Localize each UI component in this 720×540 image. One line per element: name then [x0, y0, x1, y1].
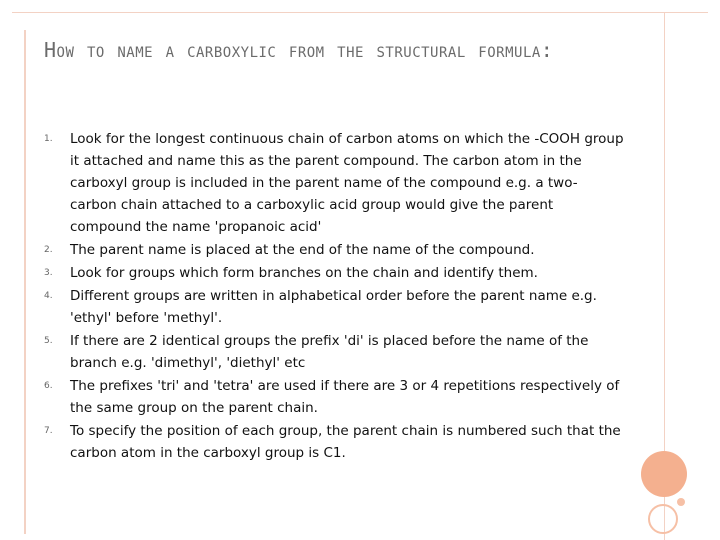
- list-item: [44, 239, 624, 261]
- list-number: 3.: [44, 268, 53, 278]
- list-item: [44, 330, 624, 374]
- list-text: Different groups are written in alphabetical order before the parent name e.g. 'ethyl' before 'methyl'.: [70, 288, 597, 326]
- decorative-circle-filled: [641, 451, 687, 497]
- decorative-circle-outline: [648, 504, 678, 534]
- list-item: [44, 262, 624, 284]
- list-number: 7.: [44, 426, 53, 436]
- list-item: [44, 420, 624, 464]
- list-text: The parent name is placed at the end of the name of the compound.: [70, 242, 535, 258]
- numbered-list: [44, 128, 624, 465]
- decorative-dot: [677, 498, 685, 506]
- list-number: 4.: [44, 291, 53, 301]
- list-item: [44, 285, 624, 329]
- list-number: 6.: [44, 381, 53, 391]
- list-text: To specify the position of each group, the parent chain is numbered such that the carbon atom in the carboxyl group is C1.: [70, 423, 621, 461]
- list-text: Look for the longest continuous chain of carbon atoms on which the -COOH group it attached and name this as the parent compound. The carbon atom in the carboxyl group is included in the parent name of the compound e.g. a two-carbon chain attached to a carboxylic acid group would give the parent compound the name 'propanoic acid': [70, 131, 624, 235]
- list-text: Look for groups which form branches on the chain and identify them.: [70, 265, 538, 281]
- list-item: [44, 375, 624, 419]
- slide-title: How to name a carboxylic from the structural formula:: [44, 38, 554, 62]
- list-number: 1.: [44, 134, 53, 144]
- list-text: The prefixes 'tri' and 'tetra' are used if there are 3 or 4 repetitions respectively of the same group on the parent chain.: [70, 378, 620, 416]
- frame-left-line: [24, 30, 26, 534]
- list-text: If there are 2 identical groups the prefix 'di' is placed before the name of the branch e.g. 'dimethyl', 'diethyl' etc: [70, 333, 589, 371]
- list-item: [44, 128, 624, 238]
- list-number: 2.: [44, 245, 53, 255]
- list-number: 5.: [44, 336, 53, 346]
